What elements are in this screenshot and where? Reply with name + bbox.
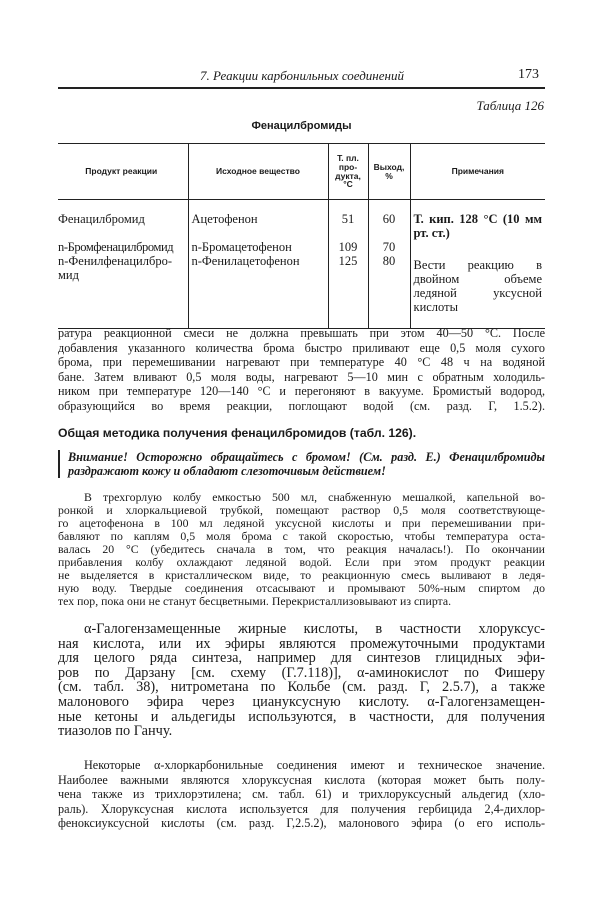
text-line: образующийся во время реакции, поглощают водой (см. разд. Г, 1.5.2). <box>58 398 545 413</box>
paragraph-procedure-continued <box>58 326 545 413</box>
table-row <box>58 240 545 254</box>
header-rule <box>58 87 545 89</box>
table-row <box>58 200 545 241</box>
page-number: 173 <box>518 67 539 82</box>
running-title: 7. Реакции карбонильных соединений <box>200 68 404 83</box>
source-cell: Ацетофенон <box>188 200 328 241</box>
text-line: α-Галогензамещенные жирные кислоты, в частности хлоруксус- <box>84 621 545 637</box>
text-line: го ацетофенона в 100 мл ледяной уксусной кислоты и при перемешивании при- <box>58 516 545 530</box>
note-cell: Т. кип. 128 °C (10 мм рт. ст.) <box>410 200 545 241</box>
text-line: Внимание! Осторожно обращайтесь с бромом! (См. разд. Е.) Фенацилбромиды <box>68 450 545 464</box>
text-line: ронкой и хлоркальциевой трубкой, помещают раствор 0,5 моля соответствующе- <box>58 503 545 517</box>
product-cell: n-Бромфенацилбромид <box>58 240 174 254</box>
mp-cell: 51 <box>328 200 368 241</box>
column-header: Выход, % <box>368 144 410 200</box>
table-row <box>58 254 545 329</box>
column-header: Т. пл. про- дукта, °C <box>328 144 368 200</box>
text-line: брома, при перемешивании нагревают при температуре 40 °C 48 ч на водяной <box>58 355 545 369</box>
text-line: валась 20 °C (убедитесь сначала в том, что реакция началась!). По окончании <box>58 542 545 556</box>
paragraph-halogen-acids <box>58 622 545 739</box>
mp-cell: 125 <box>328 254 368 329</box>
text-line: Наиболее важными являются хлоруксусная кислота (которая может быть полу- <box>58 772 545 787</box>
column-header: Продукт реакции <box>58 144 188 200</box>
mp-cell: 109 <box>328 240 368 254</box>
text-line: феноксиуксусной кислоты (см. разд. Г,2.5.2), малонового эфира (о его исполь- <box>58 816 545 830</box>
note-cell <box>410 240 545 254</box>
text-line: бавляют по каплям 0,5 моля брома с такой скоростью, чтобы температура оста- <box>58 529 545 543</box>
text-line: В трехгорлую колбу емкостью 500 мл, снабженную мешалкой, капельной во- <box>84 490 545 504</box>
table-header-row <box>58 144 545 200</box>
note-cell: Вести реакцию в двойном объеме ледяной уксусной кислоты <box>410 254 545 329</box>
product-cell: Фенацилбромид <box>58 212 145 226</box>
source-cell: n-Бромацетофенон <box>188 240 328 254</box>
text-line: раздражают кожу и обладают слезоточивым действием! <box>68 464 386 478</box>
text-line: малонового эфира через циануксусную кислоту. α-Галогензамещен- <box>58 693 545 710</box>
text-line: ная кислота, или их эфиры являются промежуточными продуктами <box>58 635 545 652</box>
yield-cell: 80 <box>368 254 410 329</box>
text-line: Некоторые α-хлоркарбонильные соединения имеют и техническое значение. <box>84 758 545 772</box>
text-line: добавления указанного количества брома быстро приливают еще 0,5 моля сухого <box>58 340 545 355</box>
table-title: Фенацилбромиды <box>251 120 352 132</box>
text-line: раль). Хлоруксусная кислота используется для получения гербицида 2,4-дихлор- <box>58 801 545 816</box>
text-line: тиазолов по Ганчу. <box>58 723 173 740</box>
yield-cell: 70 <box>368 240 410 254</box>
text-line: тех пор, пока они не станут бесцветными. Перекристаллизовывают из спирта. <box>58 594 452 608</box>
paragraph-general-method <box>58 491 545 608</box>
table-label: Таблица 126 <box>476 98 544 113</box>
text-line: ную воду. Твердые соединения отсасывают и промывают 50%-ным спиртом до <box>58 581 545 595</box>
product-cell: n-Фенилфенацилбро- мид <box>58 254 172 282</box>
phenacyl-bromides-table <box>58 143 545 329</box>
text-line: ров по Дарзану [см. схему (Г.7.118)], α-аминокислот по Фишеру <box>58 664 545 681</box>
yield-cell: 60 <box>368 200 410 241</box>
column-header: Примечания <box>410 144 545 200</box>
source-cell: n-Фенилацетофенон <box>188 254 328 329</box>
text-line: ником при температуре 120—140 °C и перегоняют в вакууме. Бромистый водород, <box>58 384 545 398</box>
text-line: для целого ряда синтеза, например для синтезов глицидных эфи- <box>58 650 545 667</box>
text-line: не выделяется в кристаллическом виде, то реакционную смесь выливают в ледя- <box>58 568 545 582</box>
method-heading: Общая методика получения фенацилбромидов (табл. 126). <box>58 426 417 440</box>
text-line: прибавления колбу охлаждают ледяной водой. Если при этом продукт реакции <box>58 555 545 569</box>
column-header: Исходное вещество <box>188 144 328 200</box>
paragraph-technical-importance <box>58 758 545 831</box>
text-line: чена также из трихлорэтилена; см. табл. 61) и трихлоруксусный альдегид (хло- <box>58 787 545 801</box>
text-line: (см. табл. 38), нитрометана по Кольбе (см. разд. Г, 2.5.7), а также <box>58 679 545 696</box>
warning-note <box>58 450 545 478</box>
text-line: бане. Затем вливают 0,5 моля воды, нагревают 5—10 мин с обратным холодиль- <box>58 369 545 384</box>
text-line: ратура реакционной смеси не должна превышать при этом 40—50 °C. После <box>58 326 545 340</box>
text-line: ные кетоны и альдегиды используются, в частности, для получения <box>58 708 545 725</box>
